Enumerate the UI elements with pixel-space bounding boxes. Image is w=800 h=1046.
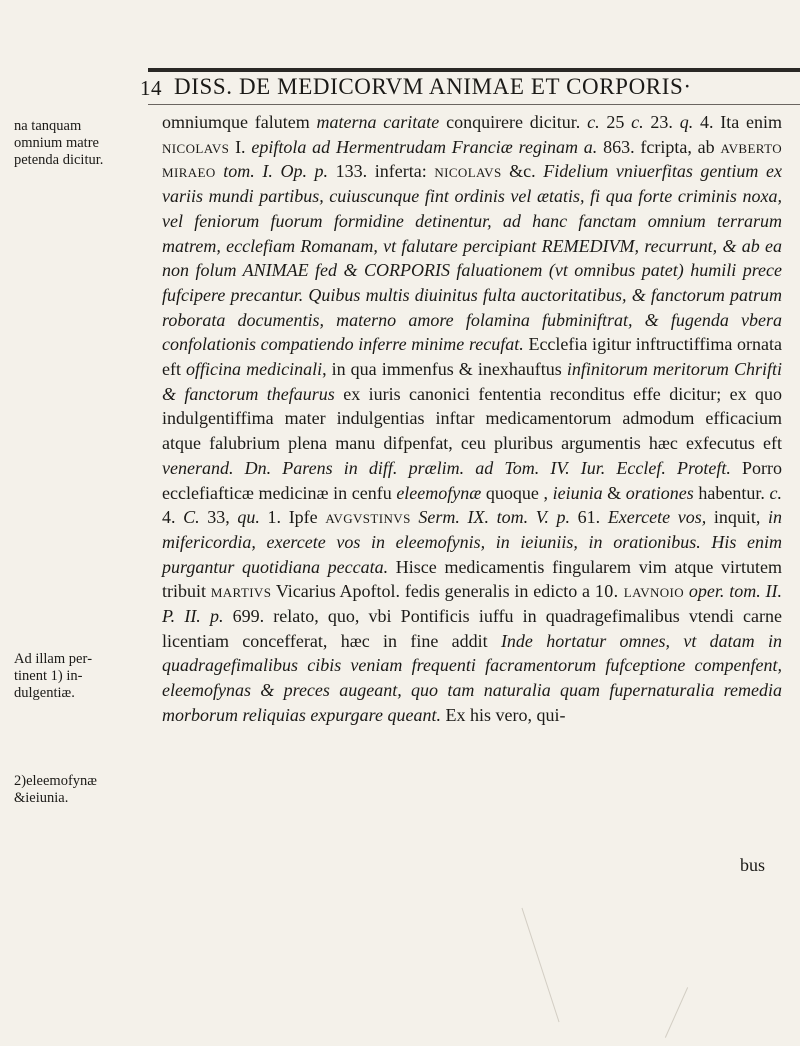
text-run: 1. Ipfe — [259, 507, 326, 528]
text-run: 699. relato, quo, vbi Pontificis iuffu in quadragefimalibus vtendi carne licentiam concefferat, hæc in fine addit — [162, 606, 782, 651]
margin-note-2: Ad illam pertinent 1) indulgentiæ. — [14, 651, 93, 701]
text-run: Hisce medicamentis fingularem vim atque virtutem tribuit — [162, 556, 782, 602]
text-run: quoque , — [481, 482, 553, 503]
italic-run: ieiunia — [552, 482, 603, 503]
text-run: 863. fcripta, ab — [597, 136, 721, 157]
italic-run: officina medicinali — [186, 359, 323, 380]
italic-run: orationes — [625, 482, 694, 503]
text-run: conquirere dicitur. — [439, 112, 588, 132]
text-run: &c. — [501, 161, 544, 182]
quotation: Inde hortatur omnes, vt datam in quadragefimalibus cibis veniam frequenti facramentorum fufceptione compenfent, eleemofynas & preces augeant, quo tam naturalia quam fupernaturalia remedia morborum reliquias expurgare queant. — [162, 630, 782, 725]
italic-run: eleemofynæ — [396, 482, 482, 503]
main-text — [162, 110, 782, 728]
text-run: ex iuris canonici fententia reconditus effe dicitur; ex quo indulgentiffima mater indulgentias inftar medicamentorum admodum efficacium atque falubrium plena manu difpenfat, ceu pluribus argumentis hæc exfecutus eft — [162, 383, 782, 454]
paper-trace — [665, 987, 688, 1038]
text-run: 4. — [162, 507, 184, 528]
text-run: 61. — [570, 507, 608, 528]
italic-run: qu. — [237, 507, 260, 528]
italic-run: c. — [587, 112, 600, 132]
author-name: martivs — [210, 581, 272, 602]
italic-run: C. — [183, 507, 200, 528]
text-run: 4. Ita enim — [693, 112, 783, 132]
text-run: inquit, — [706, 507, 768, 528]
quotation: in mifericordia, exercete vos in eleemofynis, in ieiuniis, in orationibus. His enim purgantur quotidiana peccata. — [162, 507, 783, 577]
page-number: 14 — [140, 76, 162, 100]
italic-run: c. — [631, 112, 644, 132]
author-name: avgvstinvs — [325, 507, 411, 528]
text-run: Ex his vero, qui- — [440, 704, 566, 725]
italic-run: c. — [769, 482, 782, 503]
italic-run: epiftola ad Hermentrudam Franciæ reginam a. — [251, 136, 598, 157]
text-run: 23. — [643, 112, 680, 132]
author-name: nicolavs — [434, 161, 502, 182]
text-run: omniumque falutem — [162, 112, 317, 132]
italic-run: materna caritate — [316, 112, 440, 132]
citation: Serm. IX. tom. V. p. — [418, 507, 571, 528]
author-name: 10. lavnoio — [594, 581, 685, 602]
author-name: avberto miraeo — [162, 136, 782, 182]
text-run: Vicarius Apoftol. fedis generalis in edicto a — [271, 581, 595, 602]
text-run: Ecclefia igitur inftructiffima ornata eft — [162, 334, 782, 380]
top-rule — [148, 68, 800, 72]
paper-trace — [521, 908, 559, 1022]
catchword: bus — [740, 855, 766, 875]
text-run: & — [602, 482, 626, 503]
italic-run: Exercete vos, — [607, 507, 707, 528]
margin-note-3: 2)eleemofynæ &ieiunia. — [14, 773, 97, 806]
text-run: I. — [229, 136, 252, 157]
header-rule — [148, 104, 800, 105]
text-run: habentur. — [693, 482, 770, 503]
italic-run: q. — [679, 112, 694, 132]
text-run: 33, — [199, 507, 238, 528]
text-run: , in qua immenfus & inexhauftus — [322, 359, 567, 380]
citation: oper. tom. II. P. II. p. — [162, 581, 782, 627]
page-header — [140, 74, 800, 102]
running-head: DISS. DE MEDICORVM ANIMAE ET CORPORIS· — [174, 74, 692, 99]
margin-note-1: na tanquam omnium matre petenda dicitur. — [14, 118, 104, 168]
author-name: nicolavs — [162, 136, 230, 157]
text-run: 25 — [599, 112, 632, 132]
citation: venerand. Dn. Parens in diff. prælim. ad Tom. IV. Iur. Ecclef. Proteft. — [162, 457, 731, 478]
text-run: 133. inferta: — [328, 161, 435, 182]
italic-run: infinitorum meritorum Chrifti & fanctorum thefaurus — [162, 359, 782, 404]
italic-run: tom. I. Op. p. — [223, 161, 329, 182]
text-run: Porro ecclefiafticæ medicinæ in cenfu — [162, 457, 782, 503]
quotation: Fidelium vniuerfitas gentium ex variis mundi partibus, cuiuscunque fint ordinis vel ætatis, fi qua forte criminis noxa, vel feniorum fuorum formidine detinentur, ad hanc fanctam omnium terrarum matrem, ecclefiam Romanam, vt falutare percipiant REMEDIVM, recurrunt, & ab ea non folum ANIMAE fed & CORPORIS faluationem (vt omnibus patet) humili prece fufcipere precantur. Quibus multis diuinitus fulta auctoritatibus, & fanctorum patrum roborata documentis, materno amore folamina fubminiftrat, & fugenda vbera confolationis compatiendo inferre minime recufat. — [162, 161, 782, 355]
